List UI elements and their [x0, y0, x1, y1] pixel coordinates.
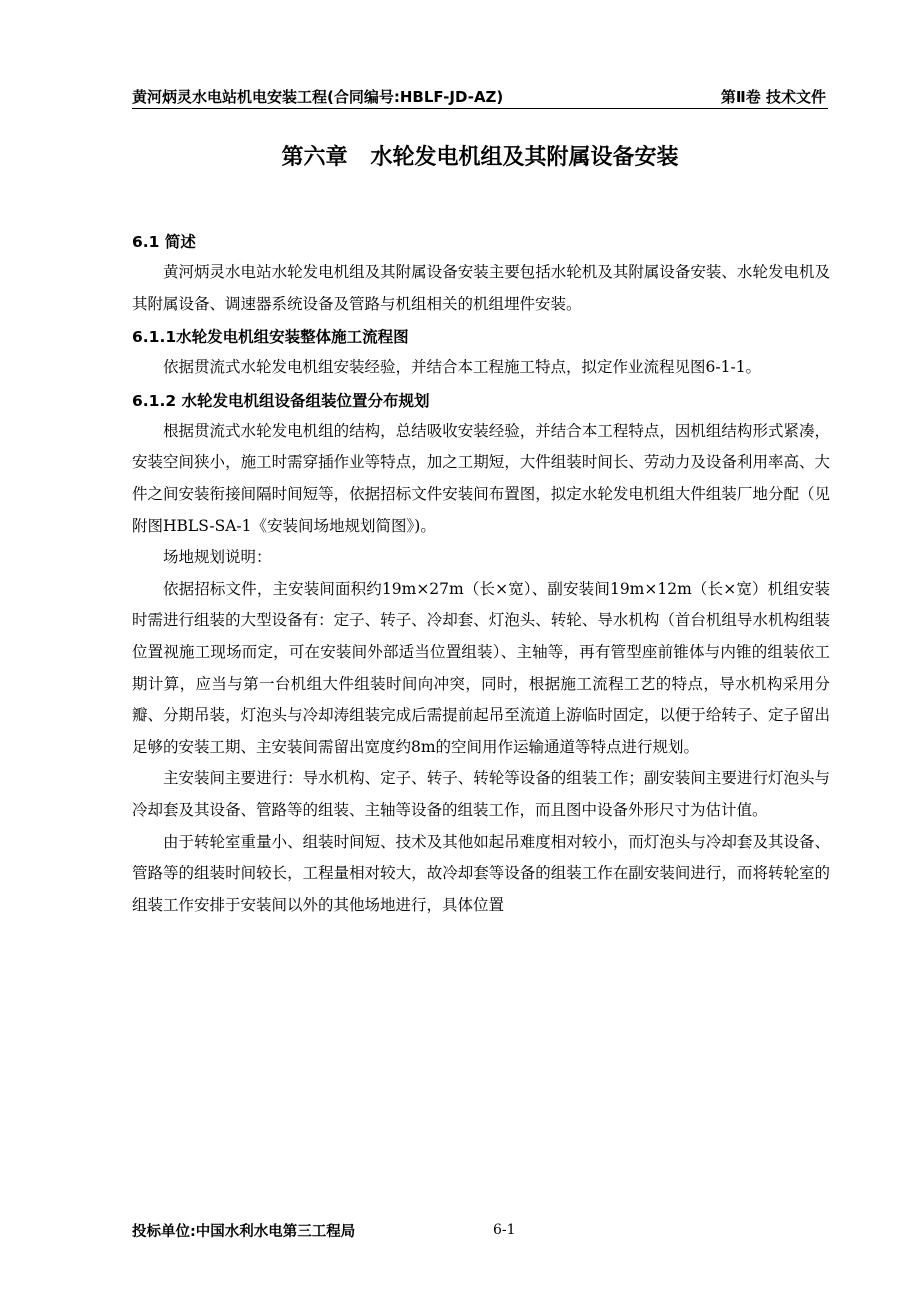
section-6-1-1-heading: 6.1.1水轮发电机组安装整体施工流程图: [132, 328, 409, 347]
section-6-1-2-paragraph-5: 由于转轮室重量小、组装时间短、技术及其他如起吊难度相对较小，而灯泡头与冷却套及其设备、管路等的组装时间较长，工程量相对较大，故冷却套等设备的组装工作在副安装间进行，而将转轮室的组装工作安排于安装间以外的其他场地进行，具体位置: [132, 832, 830, 914]
section-6-1-heading: 6.1 简述: [132, 233, 196, 251]
section-6-1-1-paragraph: 依据贯流式水轮发电机组安装经验，并结合本工程施工特点，拟定作业流程见图6-1-1。: [163, 358, 762, 377]
page-number: 6-1: [493, 1222, 516, 1238]
section-6-1-2-heading: 6.1.2 水轮发电机组设备组装位置分布规划: [132, 391, 430, 410]
section-6-1-2-paragraph-1: 根据贯流式水轮发电机组的结构，总结吸收安装经验，并结合本工程特点，因机组结构形式紧凑，安装空间狭小，施工时需穿插作业等特点，加之工期短，大件组装时间长、劳动力及设备利用率高、大件之间安装衔接间隔时间短等，依据招标文件安装间布置图，拟定水轮发电机组大件组装厂地分配（见附图HBLS-SA-1《安装间场地规划简图》)。: [132, 421, 830, 535]
document-body: [132, 227, 830, 921]
section-6-1-paragraph: 黄河炳灵水电站水轮发电机组及其附属设备安装主要包括水轮机及其附属设备安装、水轮发电机及其附属设备、调速器系统设备及管路与机组相关的机组埋件安装。: [132, 263, 830, 313]
header-volume-label: 第Ⅱ卷 技术文件: [720, 88, 826, 106]
chapter-title: 第六章 水轮发电机组及其附属设备安装: [281, 145, 679, 170]
page-header: [132, 84, 828, 109]
site-planning-label: 场地规划说明：: [163, 548, 272, 567]
section-6-1-2-paragraph-4: 主安装间主要进行：导水机构、定子、转子、转轮等设备的组装工作；副安装间主要进行灯泡头与冷却套及其设备、管路等的组装、主轴等设备的组装工作，而且图中设备外形尺寸为估计值。: [132, 769, 830, 819]
header-project-title: 黄河炳灵水电站机电安装工程(合同编号:HBLF-JD-AZ): [132, 88, 504, 106]
section-6-1-2-paragraph-3: 依据招标文件，主安装间面积约19m×27m（长×宽）、副安装间19m×12m（长×宽）机组安装时需进行组装的大型设备有：定子、转子、冷却套、灯泡头、转轮、导水机构（首台机组导水机构组装位置视施工现场而定，可在安装间外部适当位置组装）、主轴等，再有管型座前锥体与内锥的组装依工期计算，应当与第一台机组大件组装时间向冲突，同时，根据施工流程工艺的特点，导水机构采用分瓣、分期吊装，灯泡头与冷却涛组装完成后需提前起吊至流道上游临时固定，以便于给转子、定子留出足够的安装工期、主安装间需留出宽度约8m的空间用作运输通道等特点进行规划。: [132, 579, 830, 756]
footer-bidder: 投标单位:中国水利水电第三工程局: [132, 1224, 356, 1240]
